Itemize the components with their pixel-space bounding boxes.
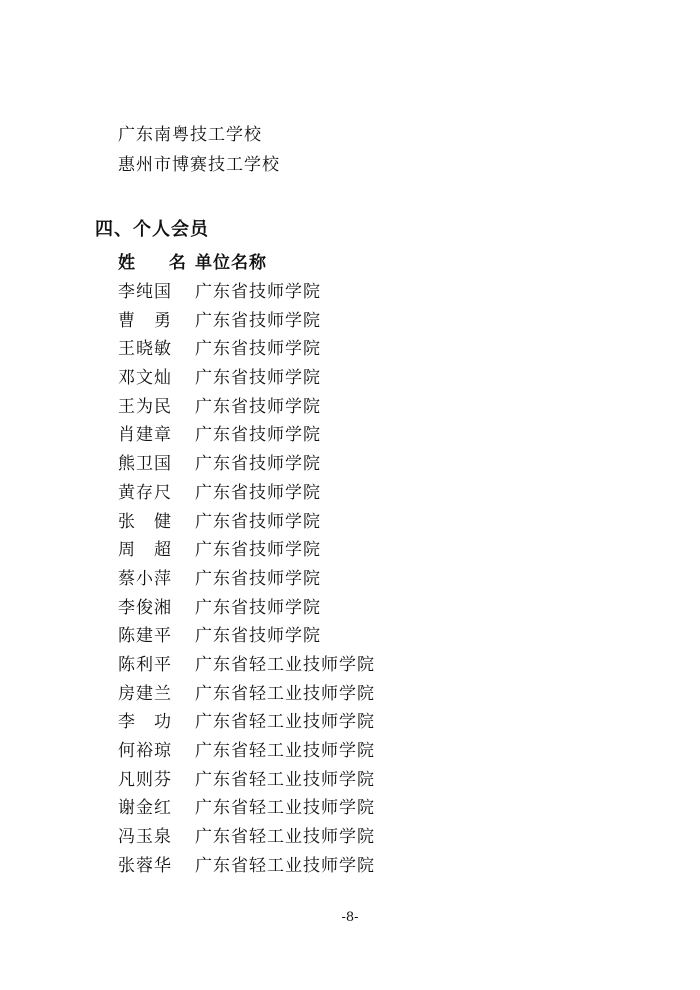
member-name: 陈建平 [118, 626, 172, 647]
member-name: 陈利平 [118, 654, 172, 675]
table-row [118, 367, 518, 396]
member-name: 李纯国 [118, 282, 172, 302]
member-unit: 广东省轻工业技师学院 [195, 683, 375, 704]
member-unit: 广东省技师学院 [195, 339, 321, 360]
school-name: 惠州市博赛技工学校 [118, 155, 280, 175]
member-name: 李 功 [118, 712, 172, 733]
table-row [118, 654, 518, 683]
member-unit: 广东省技师学院 [195, 396, 321, 417]
member-unit: 广东省技师学院 [195, 282, 321, 302]
member-unit: 广东省轻工业技师学院 [195, 712, 375, 733]
member-unit: 广东省轻工业技师学院 [195, 798, 375, 819]
member-name: 谢金红 [118, 798, 172, 819]
member-unit: 广东省轻工业技师学院 [195, 769, 375, 790]
member-unit: 广东省技师学院 [195, 568, 321, 589]
member-unit: 广东省轻工业技师学院 [195, 827, 375, 848]
member-name: 张蓉华 [118, 855, 172, 876]
member-unit: 广东省技师学院 [195, 597, 321, 618]
member-unit: 广东省技师学院 [195, 626, 321, 647]
table-row [118, 826, 518, 855]
table-row [118, 482, 518, 511]
member-name: 黄存尺 [118, 482, 172, 503]
member-name: 王晓敏 [118, 339, 172, 360]
member-unit: 广东省轻工业技师学院 [195, 741, 375, 761]
member-unit: 广东省技师学院 [195, 540, 321, 561]
table-row [118, 711, 518, 740]
table-row [118, 539, 518, 568]
member-name: 王为民 [118, 396, 172, 417]
table-row [118, 396, 518, 425]
table-row [118, 310, 518, 339]
school-name: 广东南粤技工学校 [118, 125, 262, 145]
table-row [118, 281, 518, 310]
member-unit: 广东省轻工业技师学院 [195, 654, 375, 675]
member-name: 蔡小萍 [118, 568, 172, 589]
table-row [118, 625, 518, 654]
header-name: 姓 名 [118, 253, 200, 273]
table-row [118, 424, 518, 453]
table-row [118, 597, 518, 626]
member-unit: 广东省技师学院 [195, 425, 321, 446]
table-row [118, 740, 518, 769]
member-unit: 广东省技师学院 [195, 482, 321, 503]
member-name: 冯玉泉 [118, 827, 172, 848]
member-name: 熊卫国 [118, 454, 172, 475]
member-unit: 广东省技师学院 [195, 454, 321, 475]
table-row [118, 855, 518, 884]
section-title: 四、个人会员 [95, 219, 209, 240]
member-name: 周 超 [118, 540, 172, 561]
member-name: 邓文灿 [118, 368, 172, 389]
table-header [118, 252, 518, 274]
table-row [118, 511, 518, 540]
table-row [118, 683, 518, 712]
table-row [118, 338, 518, 367]
member-unit: 广东省技师学院 [195, 368, 321, 389]
member-name: 肖建章 [118, 425, 172, 446]
member-unit: 广东省技师学院 [195, 310, 321, 331]
member-name: 张 健 [118, 511, 172, 532]
page-number: -8- [341, 910, 359, 925]
member-name: 何裕琼 [118, 741, 172, 761]
member-unit: 广东省技师学院 [195, 511, 321, 532]
table-row [118, 568, 518, 597]
member-unit: 广东省轻工业技师学院 [195, 855, 375, 876]
header-unit: 单位名称 [195, 253, 267, 273]
table-row [118, 769, 518, 798]
member-name: 房建兰 [118, 683, 172, 704]
member-name: 李俊湘 [118, 597, 172, 618]
member-list [118, 281, 518, 883]
member-name: 凡则芬 [118, 769, 172, 790]
member-name: 曹 勇 [118, 310, 172, 331]
table-row [118, 453, 518, 482]
table-row [118, 797, 518, 826]
